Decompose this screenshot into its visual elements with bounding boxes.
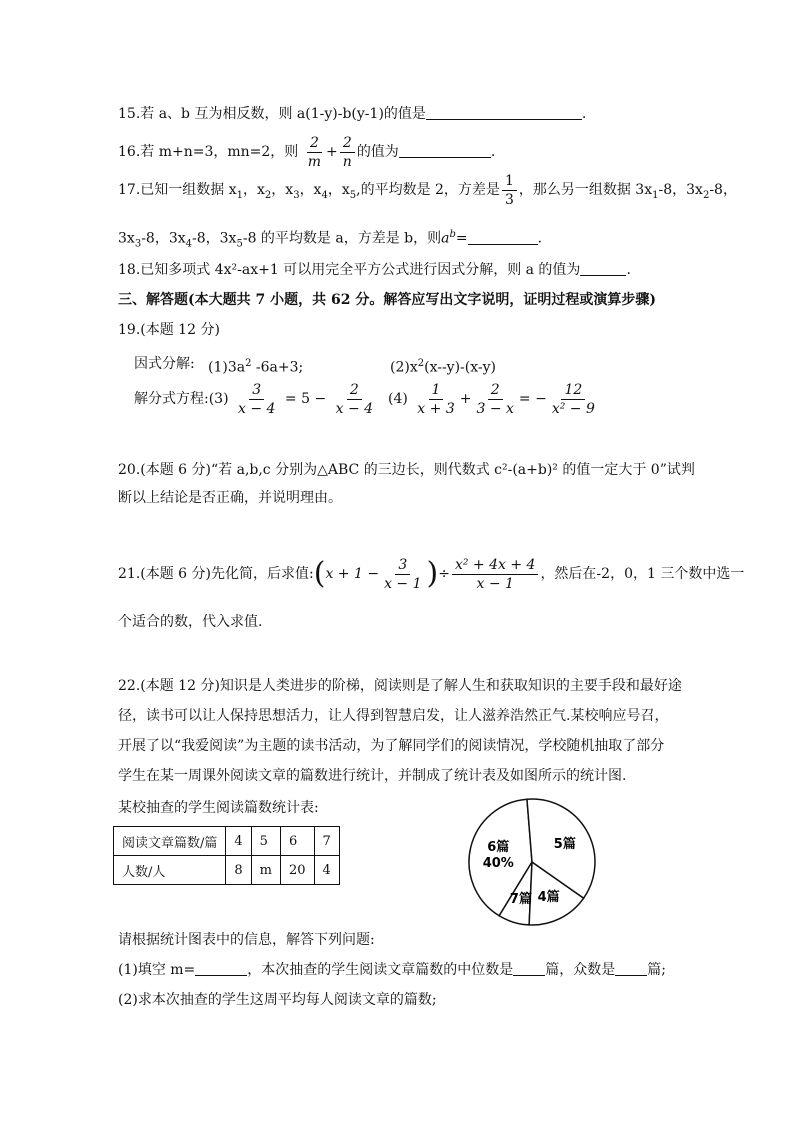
text: -8 的平均数是 a，方差是 b，则 [242,230,442,247]
text: ，x [271,182,294,198]
pie-label-0: 6篇 [487,839,510,855]
subscript: 2 [702,189,710,201]
table-cell: m [251,856,280,885]
question-15 [118,104,586,124]
denominator: 3 − x [476,400,514,417]
question-20-line-1: 20.(本题 6 分)“若 a,b,c 分别为△ABC 的三边长，则代数式 c²-(a+b)² 的值一定大于 0”试判 [118,462,695,478]
text: ，x [327,182,350,198]
numerator: 2 [340,134,355,153]
fraction [305,134,324,171]
text: 21.(本题 6 分)先化简，后求值: [118,566,314,582]
text: 17.已知一组数据 x [118,182,237,198]
question-21-line-2: 个适合的数，代入求值. [118,614,263,630]
question-19-part-2 [390,354,496,378]
question-20-line-2: 断以上结论是否正确，并说明理由。 [118,490,342,506]
text: ,的平均数是 2，方差是 [356,182,500,198]
fraction [333,381,376,418]
table-cell: 阅读文章篇数/篇 [114,827,226,856]
fraction [381,556,424,593]
table-cell: 7 [314,827,339,856]
table-cell: 8 [226,856,251,885]
text: + [459,391,472,407]
answer-blank [195,961,247,976]
question-21-line-1 [118,552,744,596]
text: x + 1 − [325,566,380,582]
divide-sign: ÷ [438,566,450,582]
text: -8，3x [658,182,703,198]
question-16 [118,132,495,172]
denominator: x² − 9 [551,400,595,417]
reading-stats-table [113,826,340,885]
question-22-sub-1 [118,960,666,980]
subscript: 1 [236,189,243,201]
text: -8，3x [141,230,186,247]
numerator: 3 [395,556,410,575]
question-22-line-4: 学生在某一周课外阅读文章的篇数进行统计，并制成了统计表及如图所示的统计图. [118,768,627,784]
question-16-tail: 的值为 [356,144,399,160]
subscript: 3 [293,189,300,201]
numerator: 2 [347,381,362,400]
text: -6a+3; [251,359,304,376]
period: . [581,106,587,122]
question-17-line-1 [118,170,737,216]
text: ，x [299,182,322,198]
numerator: x² + 4x + 4 [452,556,538,575]
text: = 5 − [284,391,327,407]
text: -8， [709,182,737,198]
question-19-title: 19.(本题 12 分) [118,322,220,338]
answer-blank [468,230,538,245]
denominator: x − 1 [476,575,514,592]
pie-percent-0: 40% [482,855,514,871]
answer-blank [615,961,647,976]
superscript: b [449,229,456,240]
question-22-sub-2: (2)求本次抽查的学生这周平均每人阅读文章的篇数; [118,992,437,1008]
text: (x--y)-(x-y) [424,359,496,376]
fraction [235,381,278,418]
question-22-prompt: 请根据统计图表中的信息，解答下列问题: [118,932,375,948]
left-paren: ( [313,556,326,591]
pie-label-1: 7篇 [509,892,532,908]
text: a [441,230,450,247]
fraction [502,172,517,209]
text: = [455,230,468,247]
question-19-part-4 [388,378,600,420]
numerator: 1 [429,381,444,400]
table-cell: 4 [226,827,251,856]
text: (4) [388,391,408,407]
text: (2)x [390,359,418,376]
fraction [340,134,355,171]
table-cell: 人数/人 [114,856,226,885]
text: 解分式方程:(3) [134,391,229,407]
superscript: 2 [417,358,425,369]
reading-pie-chart [467,797,597,927]
text: -8，3x [192,230,237,247]
question-22-line-2: 径，读书可以让人保持思想活力，让人得到智慧启发，让人滋养浩然正气.某校响应号召， [118,708,669,724]
question-17-line-2 [118,225,542,254]
fraction [473,381,516,418]
plus-sign: + [326,144,338,160]
question-22-line-3: 开展了以“我爱阅读”为主题的读书活动，为了解同学们的阅读情况，学校随机抽取了部分 [118,738,665,754]
subscript: 4 [321,189,328,201]
text: ，x [243,182,265,198]
numerator: 12 [561,381,585,400]
fraction [414,381,457,418]
fraction [452,556,538,593]
table-row [114,827,340,856]
text: ，那么另一组数据 3x [518,182,653,198]
denominator: m [307,153,322,170]
answer-blank [580,261,626,276]
denominator: x + 3 [417,400,455,417]
pie-label-3: 5篇 [553,837,576,853]
question-15-text: 15.若 a、b 互为相反数，则 a(1-y)-b(y-1)的值是 [118,106,426,122]
period: . [537,230,543,247]
text: ，本次抽查的学生阅读文章篇数的中位数是 [247,962,514,978]
subscript: 1 [652,189,659,201]
table-cell: 4 [314,856,339,885]
numerator: 3 [249,381,264,400]
denominator: x − 4 [335,400,374,417]
denominator: x − 1 [384,575,422,592]
subscript: 4 [185,238,193,250]
table-cell: 6 [281,827,315,856]
numerator: 2 [488,381,503,400]
subscript: 3 [134,238,142,250]
superscript: 2 [245,358,252,369]
subscript: 2 [264,189,272,201]
text: = − [518,391,547,407]
right-paren: ) [426,556,439,591]
numerator: 2 [307,134,322,153]
pie-label-2: 4篇 [537,889,560,905]
period: . [490,144,496,160]
numerator: 1 [502,172,517,191]
answer-blank [513,961,545,976]
denominator: 3 [504,191,514,208]
question-19-part-1 [208,354,303,378]
answer-blank [426,105,582,120]
answer-blank [399,143,491,158]
text: 篇，众数是 [545,962,616,978]
subscript: 5 [349,189,357,201]
question-18 [118,260,631,280]
text: 篇; [647,962,667,978]
subscript: 5 [236,238,243,250]
text: 3x [118,230,135,247]
section-3-heading: 三、解答题(本大题共 7 小题，共 62 分。解答应写出文字说明，证明过程或演算步骤) [118,292,656,308]
table-title: 某校抽查的学生阅读篇数统计表: [118,800,319,816]
table-cell: 20 [281,856,315,885]
question-16-text: 16.若 m+n=3，mn=2，则 [118,144,299,160]
denominator: n [342,153,352,170]
text: (1)3a [208,359,246,376]
text: ，然后在-2，0，1 三个数中选一 [540,566,745,582]
question-19-factor-label: 因式分解: [134,356,195,372]
period: . [626,262,631,278]
table-cell: 5 [251,827,280,856]
text: (1)填空 m= [118,962,196,978]
question-22-line-1: 22.(本题 12 分)知识是人类进步的阶梯，阅读则是了解人生和获取知识的主要手段和最好途 [118,678,682,694]
denominator: x − 4 [238,400,276,417]
fraction [549,381,598,418]
question-18-text: 18.已知多项式 4x²-ax+1 可以用完全平方公式进行因式分解，则 a 的值为 [118,262,581,278]
question-19-equation-label [134,378,378,420]
table-row [114,856,340,885]
